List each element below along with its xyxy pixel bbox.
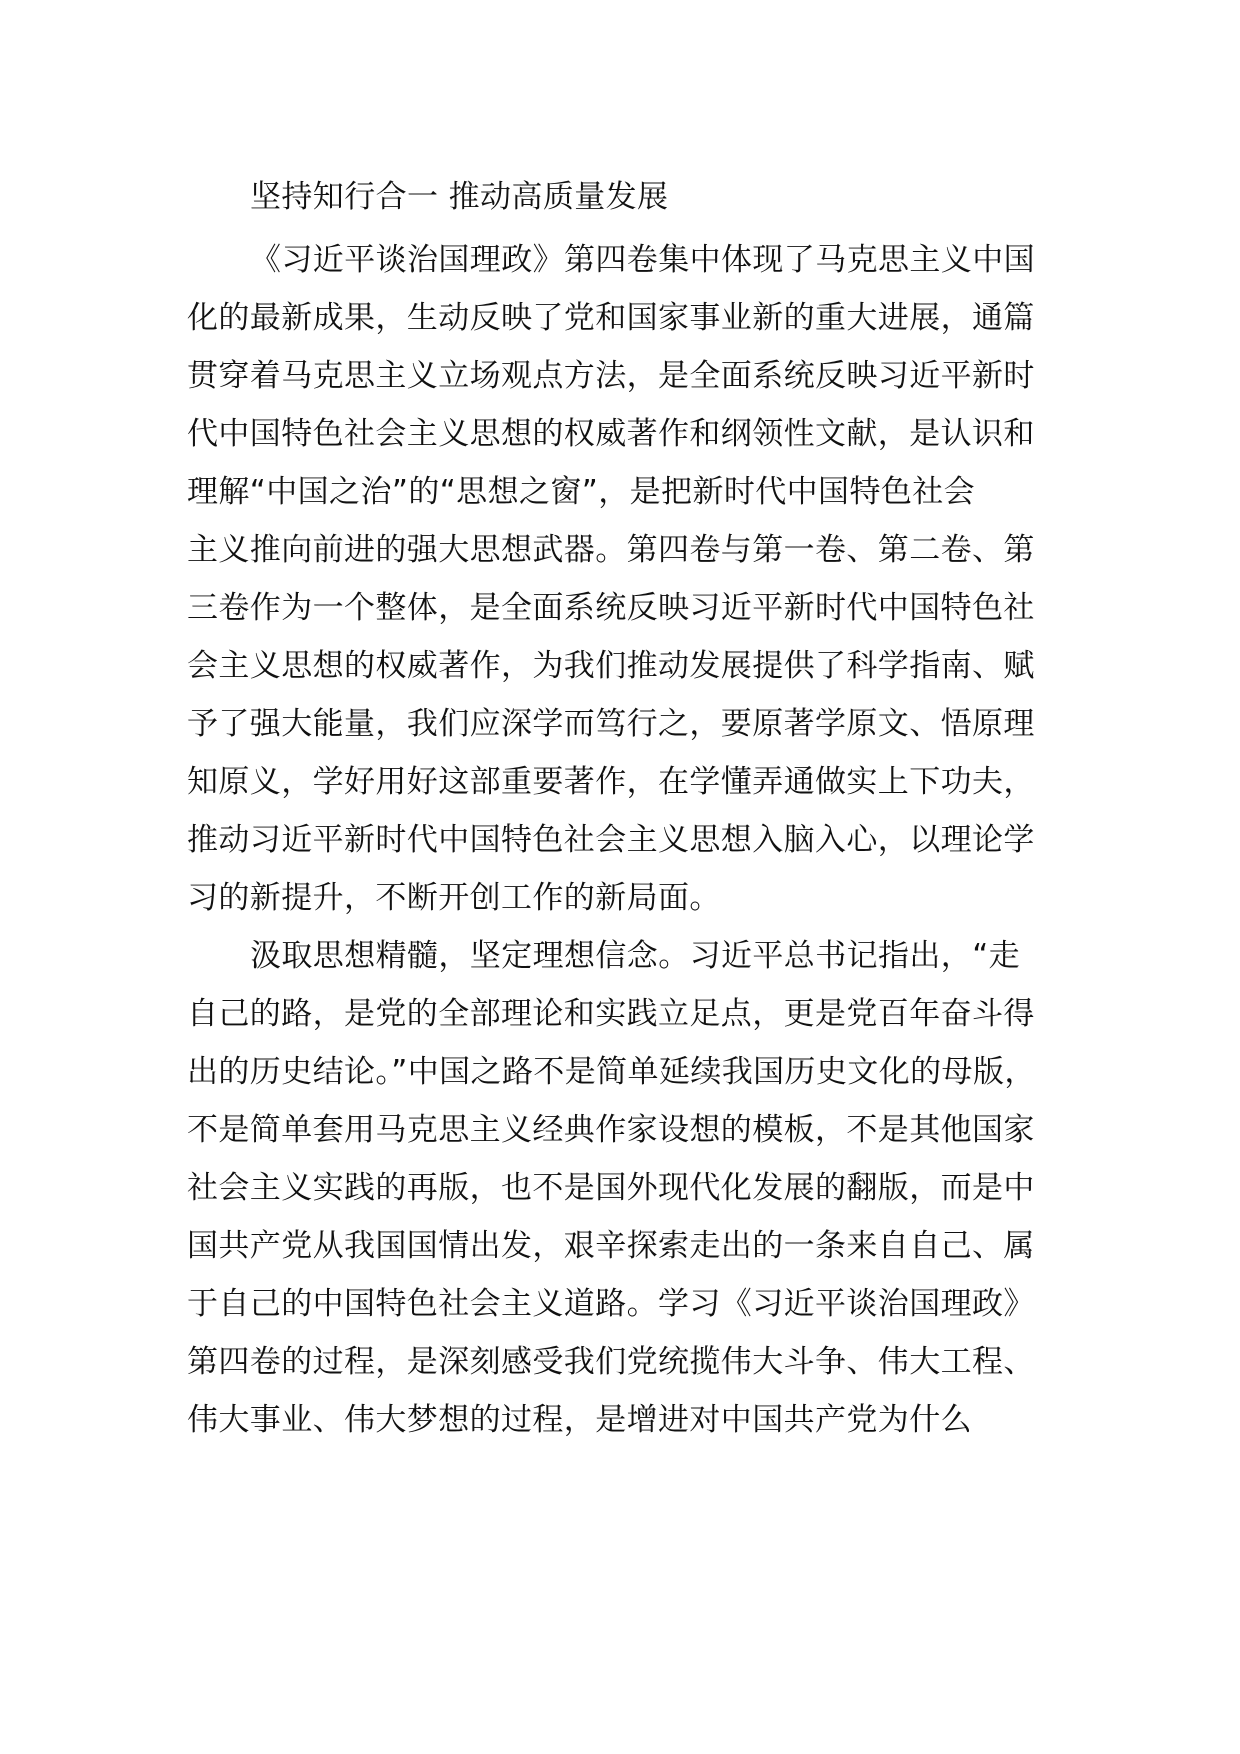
paragraph-line: 化的最新成果，生动反映了党和国家事业新的重大进展，通篇: [187, 300, 1035, 336]
paragraph-line: 代中国特色社会主义思想的权威著作和纲领性文献，是认识和: [187, 416, 1035, 452]
paragraph-line: 理解“中国之治”的“思想之窗”，是把新时代中国特色社会: [187, 474, 976, 510]
paragraph-line: 国共产党从我国国情出发，艰辛探索走出的一条来自自己、属: [187, 1228, 1035, 1264]
paragraph-line: 《习近平谈治国理政》第四卷集中体现了马克思主义中国: [250, 242, 1035, 278]
paragraph-line: 予了强大能量，我们应深学而笃行之，要原著学原文、悟原理: [187, 706, 1035, 742]
paragraph-line: 贯穿着马克思主义立场观点方法，是全面系统反映习近平新时: [187, 358, 1035, 394]
paragraph-line: 自己的路，是党的全部理论和实践立足点，更是党百年奋斗得: [187, 996, 1035, 1032]
paragraph-line: 不是简单套用马克思主义经典作家设想的模板，不是其他国家: [187, 1112, 1035, 1148]
paragraph-line: 出的历史结论。”中国之路不是简单延续我国历史文化的母版，: [187, 1054, 1036, 1090]
paragraph-line: 汲取思想精髓，坚定理想信念。习近平总书记指出，“走: [250, 938, 1021, 974]
paragraph-line: 伟大事业、伟大梦想的过程，是增进对中国共产党为什么: [187, 1402, 972, 1438]
paragraph-line: 主义推向前进的强大思想武器。第四卷与第一卷、第二卷、第: [187, 532, 1035, 568]
paragraph-line: 知原义，学好用好这部重要著作，在学懂弄通做实上下功夫，: [187, 764, 1035, 800]
paragraph-line: 社会主义实践的再版，也不是国外现代化发展的翻版，而是中: [187, 1170, 1035, 1206]
paragraph-line: 习的新提升，不断开创工作的新局面。: [187, 880, 721, 916]
paragraph-line: 三卷作为一个整体，是全面系统反映习近平新时代中国特色社: [187, 590, 1035, 626]
document-title: 坚持知行合一 推动高质量发展: [250, 179, 669, 215]
paragraph-line: 第四卷的过程，是深刻感受我们党统揽伟大斗争、伟大工程、: [187, 1344, 1035, 1380]
paragraph-line: 于自己的中国特色社会主义道路。学习《习近平谈治国理政》: [187, 1286, 1035, 1322]
paragraph-line: 会主义思想的权威著作，为我们推动发展提供了科学指南、赋: [187, 648, 1035, 684]
paragraph-line: 推动习近平新时代中国特色社会主义思想入脑入心，以理论学: [187, 822, 1035, 858]
